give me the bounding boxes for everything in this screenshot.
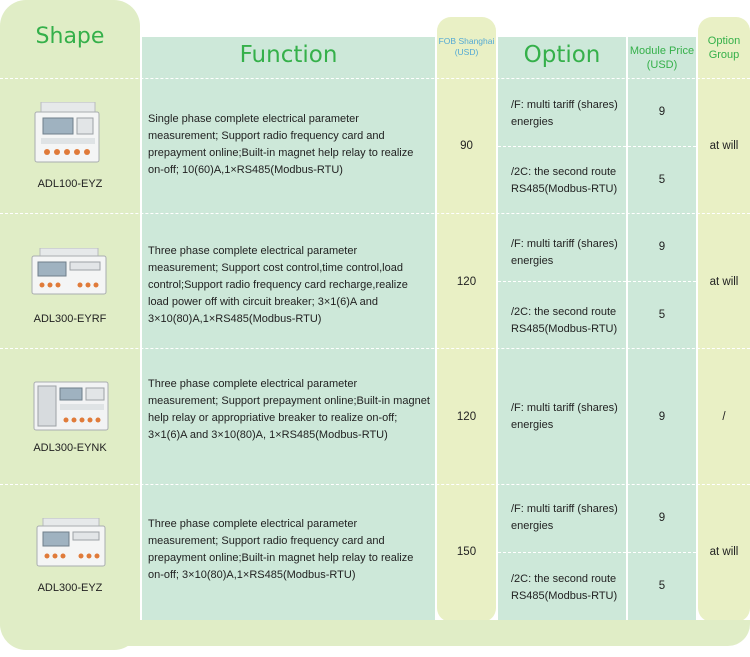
header-group-line2: Group [708,49,740,61]
row-divider [0,213,750,214]
header-module-line1: Module Price [629,45,695,57]
header-shape: Shape [35,24,105,49]
fob-price: 120 [456,276,477,288]
table-footer-band [0,620,750,646]
option-text: /2C: the second route RS485(Modbus-RTU) [511,306,618,335]
option-divider [498,552,696,553]
option-group-value: at will [709,546,739,558]
module-price: 9 [658,411,666,423]
module-price: 5 [658,580,666,592]
header-function: Function [239,42,338,68]
model-name: ADL300-EYRF [33,313,107,325]
header-option: Option [523,42,601,68]
adl300-eyrf-meter-image [30,248,108,296]
fob-price: 120 [456,411,477,423]
header-group-line1: Option [707,35,741,47]
module-price: 9 [658,106,666,118]
option-group-value: at will [709,140,739,152]
function-description: Three phase complete electrical parameter measurement; Support radio frequency card and prepayment online;Built-in magnet help relay to realize on-off; 3×10(80)A,1×RS485(Modbus-RTU) [148,518,414,581]
row-divider [0,348,750,349]
function-description: Single phase complete electrical parameter measurement; Support radio frequency card and prepayment online;Built-in magnet help relay to realize on-off; 10(60)A,1×RS485(Modbus-RTU) [148,113,414,176]
option-text: /F: multi tariff (shares) energies [511,99,618,128]
function-description: Three phase complete electrical parameter measurement; Support prepayment online;Built-in magnet help relay or appropriative breaker to realize on-off; 3×1(6)A and 3×10(80)A, 1×RS485(Modbus-RTU) [148,378,430,441]
adl100-eyz-meter-image [33,102,103,164]
module-price: 9 [658,241,666,253]
header-fob [437,36,496,58]
option-text: /F: multi tariff (shares) energies [511,402,618,431]
option-group-value: at will [709,276,739,288]
row-divider [0,78,750,79]
option-divider [498,146,696,147]
module-price-column [628,37,696,622]
option-text: /F: multi tariff (shares) energies [511,238,618,267]
option-text: /2C: the second route RS485(Modbus-RTU) [511,573,618,602]
option-divider [498,281,696,282]
module-price: 9 [658,512,666,524]
option-text: /F: multi tariff (shares) energies [511,503,618,532]
header-module-line2: (USD) [646,59,678,71]
row-divider [0,484,750,485]
header-fob-line1: FOB Shanghai [438,36,495,46]
option-text: /2C: the second route RS485(Modbus-RTU) [511,166,618,195]
model-name: ADL300-EYNK [33,442,107,454]
fob-price-column [437,17,496,622]
model-name: ADL100-EYZ [37,178,103,190]
header-module-price [628,44,696,72]
option-group-column [698,17,750,622]
module-price: 5 [658,174,666,186]
function-description: Three phase complete electrical parameter measurement; Support cost control,time control,load control;Support radio frequency card recharge,realize load power off with circuit breaker; 3×1(6)A and 3×10(80)A,1×RS485(Modbus-RTU) [148,245,408,325]
fob-price: 150 [456,546,477,558]
module-price: 5 [658,309,666,321]
adl300-eynk-meter-image [32,380,110,432]
model-name: ADL300-EYZ [37,582,103,594]
adl300-eyz-meter-image [35,518,107,568]
option-group-value: / [722,411,726,423]
header-option-group [698,34,750,62]
fob-price: 90 [460,140,473,152]
header-fob-line2: (USD) [454,47,479,57]
